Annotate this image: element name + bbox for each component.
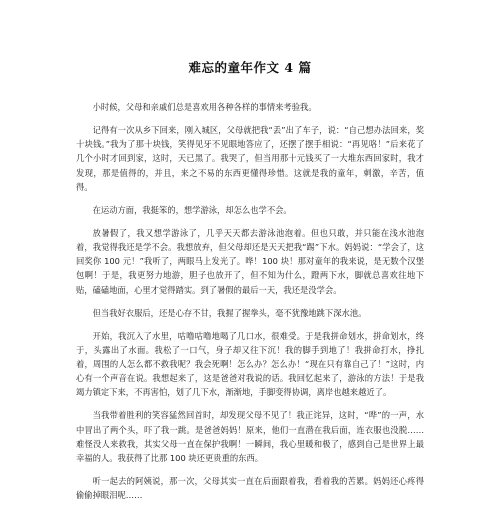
paragraph: 听一起去的阿姨说，那一次，父母其实一直在后面跟着我，看着我的苦累。妈妈还心疼得偷偷掉眼泪呢…… — [76, 476, 424, 501]
paragraph: 当我带着胜利的笑容猛然回首时，却发现父母不见了！我正诧异，这时，“哗”的一声，水中冒出了两个头，吓了我一跳。是爸爸妈妈！原来，他们一直潜在我后面，连衣服也没脱……难怪没人来救我，其实父母一直在保护我啊！一瞬间，我心里暖和极了，感到自己是世界上最幸福的人。我获得了比那 100 块还更贵重的东西。 — [76, 410, 424, 464]
paragraph: 但当我好衣服后，还是心存不甘，我握了握拳头，毫不犹豫地跳下深水池。 — [92, 307, 367, 318]
paragraph: 放暑假了，我又想学游泳了，几乎天天都去游泳池泡着。但也只敢，并只能在浅水池泡着，我觉得我还是学不会。我想放弃，但父母却还是天天把我“踢”下水。妈妈说：“学会了，这回奖你 100 元！”我听了，两眼马上发光了。哗！100 块！那对童年的我来说，是无数个汉堡包啊！于是，我更努力地游，胆子也放开了，但不知为什么，蹬两下水，脚就总喜欢往地下贴，磕磕地面，心里才觉得踏实。到了暑假的最后一天，我还是没学会。 — [76, 227, 424, 295]
paragraph: 小时候，父母和亲戚们总是喜欢用各种各样的事情来考验我。 — [92, 102, 317, 112]
paragraph: 开始，我沉入了水里，咕噜咕噜地喝了几口水，很难受。于是我拼命划水，拼命划水，终于，头露出了水面。我松了一口气，身子却又往下沉！我的脚手到地了！我拼命打水，挣扎着，周围的人怎么都不救我呢？我会死啊！怎么办？怎么办！“现在只有靠自己了！”这时，内心有一个声音在说。我想起来了，这是爸爸对我说的话。我回忆起来了，游泳的方法！于是我竭力镇定下来，不再害怕，划了几下水，渐渐地，手脚变得协调，离岸也越来越近了。 — [76, 330, 424, 398]
paragraph: 在运动方面，我挺笨的，想学游泳，却怎么也学不会。 — [92, 204, 292, 215]
document-body — [76, 100, 424, 511]
document-title: 难忘的童年作文 4 篇 — [188, 60, 312, 75]
paragraph: 记得有一次从乡下回来，刚入城区，父母就把我“丢”出了车子，说：“自己想办法回来，奖十块钱。”我为了那十块钱，笑得见牙不见眼地答应了，还摆了摆手相说：“再见咯！”后来花了几个小时才回到家，这时，天已黑了。我哭了，但当用那十元钱买了一大堆东西回家时，我才发现，那是值得的，并且，来之不易的东西更懂得珍惜。这就是我的童年，刺激，辛苦，值得。 — [76, 125, 424, 192]
